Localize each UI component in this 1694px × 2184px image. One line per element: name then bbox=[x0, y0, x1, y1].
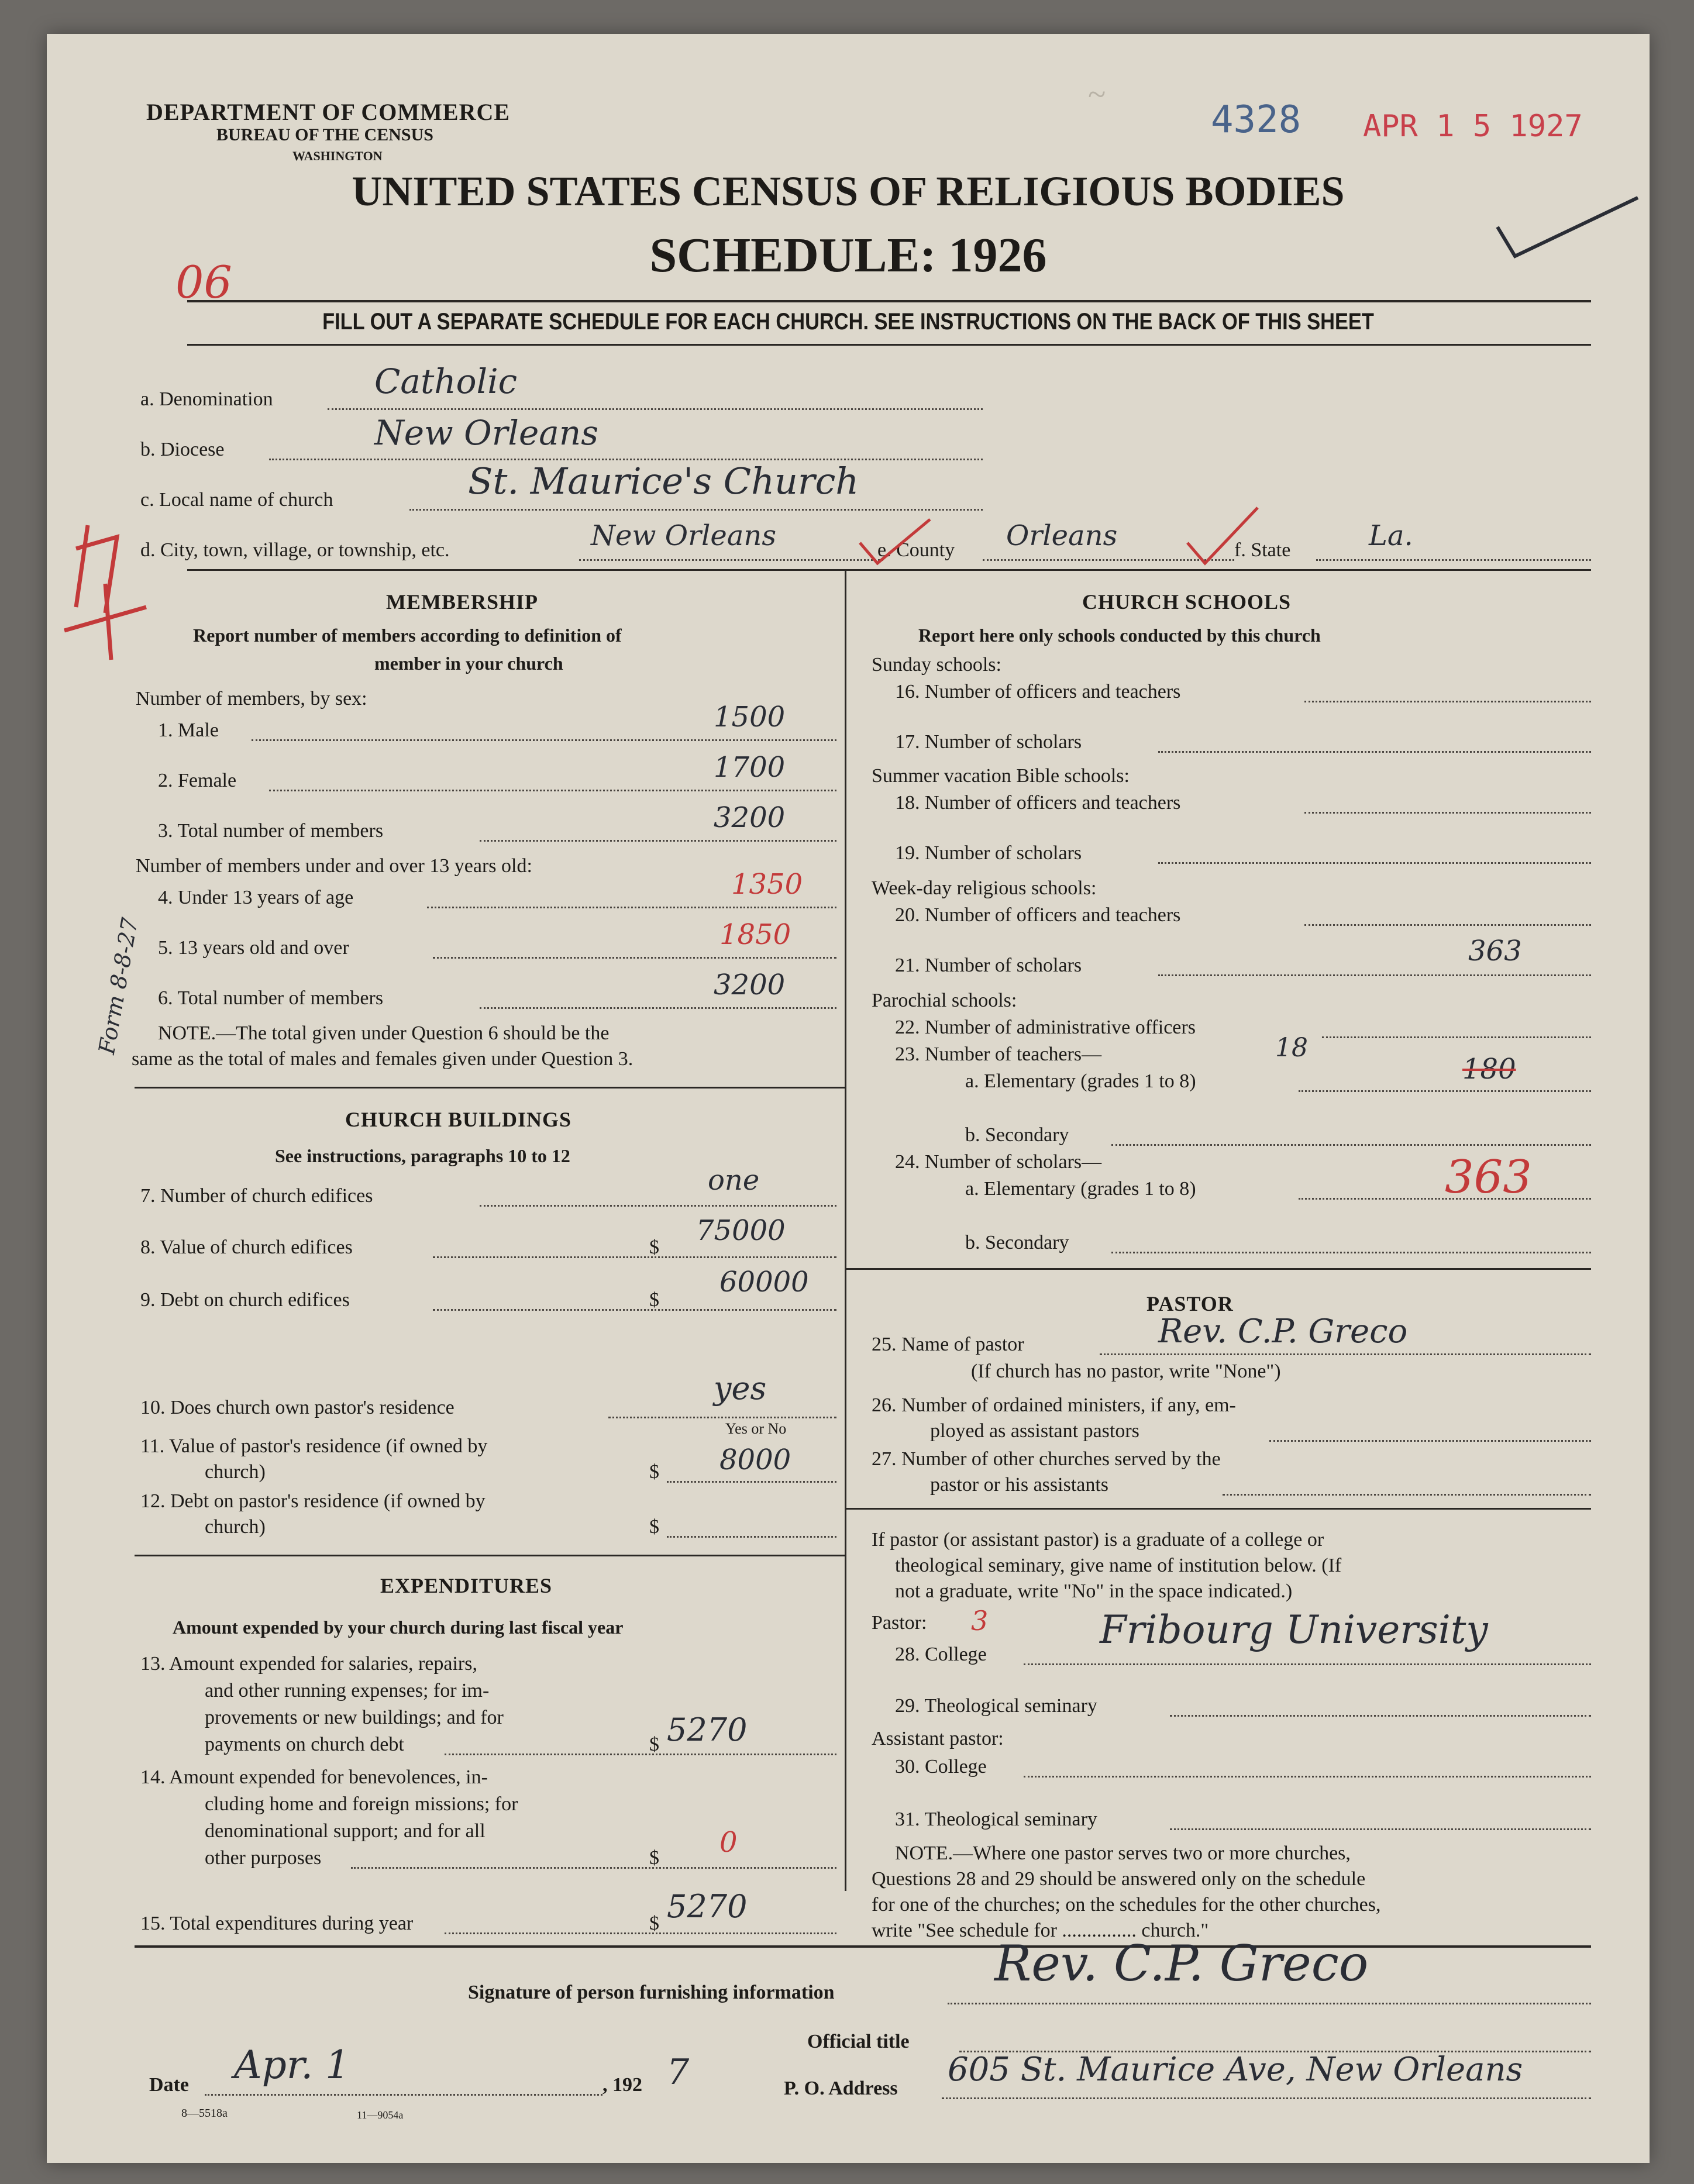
graduate-note-1: If pastor (or assistant pastor) is a graduate of a college or bbox=[872, 1529, 1324, 1551]
q25-value: Rev. C.P. Greco bbox=[1158, 1313, 1408, 1351]
q13-label-3: provements or new buildings; and for bbox=[205, 1707, 504, 1728]
date-label: Date bbox=[149, 2074, 189, 2096]
q13-label-2: and other running expenses; for im- bbox=[205, 1680, 490, 1701]
pastor-note-2: Questions 28 and 29 should be answered only on the schedule bbox=[872, 1868, 1366, 1890]
q11-dollar: $ bbox=[649, 1461, 659, 1483]
year-value: 7 bbox=[667, 2052, 690, 2093]
dots bbox=[252, 739, 836, 741]
q6-value: 3200 bbox=[714, 969, 786, 1001]
q28-label: 28. College bbox=[895, 1644, 987, 1665]
sunday-schools-label: Sunday schools: bbox=[872, 654, 1001, 676]
form-title: UNITED STATES CENSUS OF RELIGIOUS BODIES bbox=[352, 168, 1345, 215]
schools-heading: CHURCH SCHOOLS bbox=[1082, 590, 1292, 614]
parochial-schools-label: Parochial schools: bbox=[872, 990, 1017, 1011]
instruction-line: FILL OUT A SEPARATE SCHEDULE FOR EACH CHURCH. SEE INSTRUCTIONS ON THE BACK OF THIS SHEET bbox=[322, 309, 1374, 335]
dots bbox=[1304, 812, 1591, 814]
q5-label: 5. 13 years old and over bbox=[158, 937, 349, 959]
q8-dollar: $ bbox=[649, 1236, 659, 1258]
dots bbox=[269, 790, 836, 791]
q28-value: Fribourg University bbox=[1100, 1607, 1488, 1652]
q23-label: 23. Number of teachers— bbox=[895, 1043, 1102, 1065]
membership-note-1: NOTE.—The total given under Question 6 should be the bbox=[158, 1022, 610, 1044]
q10-label: 10. Does church own pastor's residence bbox=[140, 1397, 455, 1418]
pastor-note-3: for one of the churches; on the schedules for the other churches, bbox=[872, 1894, 1381, 1916]
expenditures-subheading: Amount expended by your church during last fiscal year bbox=[173, 1617, 624, 1638]
q11-label-1: 11. Value of pastor's residence (if owned by bbox=[140, 1435, 488, 1457]
rule-under-instruction bbox=[187, 344, 1591, 346]
q14-dollar: $ bbox=[649, 1847, 659, 1869]
q2-label: 2. Female bbox=[158, 770, 237, 791]
q9-label: 9. Debt on church edifices bbox=[140, 1289, 350, 1311]
q26-label-2: ployed as assistant pastors bbox=[930, 1420, 1139, 1442]
q18-label: 18. Number of officers and teachers bbox=[895, 792, 1181, 814]
q4-label: 4. Under 13 years of age bbox=[158, 887, 354, 908]
q23b-label: b. Secondary bbox=[965, 1124, 1069, 1146]
buildings-heading: CHURCH BUILDINGS bbox=[345, 1108, 572, 1131]
members-by-age-label: Number of members under and over 13 years old: bbox=[136, 855, 532, 877]
dots bbox=[480, 1007, 836, 1009]
dots bbox=[948, 2003, 1591, 2004]
q22-label: 22. Number of administrative officers bbox=[895, 1017, 1196, 1038]
dots bbox=[351, 1867, 836, 1869]
date-value: Apr. 1 bbox=[234, 2042, 350, 2087]
q14-label-3: denominational support; and for all bbox=[205, 1820, 486, 1842]
tally-mark-icon bbox=[53, 514, 170, 666]
dots bbox=[942, 2097, 1591, 2099]
dots bbox=[1316, 559, 1591, 561]
q14-label-1: 14. Amount expended for benevolences, in- bbox=[140, 1766, 488, 1788]
q1-value: 1500 bbox=[714, 701, 786, 733]
schools-subheading: Report here only schools conducted by this church bbox=[918, 625, 1321, 646]
q24-label: 24. Number of scholars— bbox=[895, 1151, 1102, 1173]
column-divider bbox=[845, 569, 846, 1891]
q21-value: 363 bbox=[1468, 935, 1522, 967]
q13-label-4: payments on church debt bbox=[205, 1734, 404, 1755]
dots bbox=[1304, 924, 1591, 926]
dots bbox=[427, 907, 836, 908]
city-label: d. City, town, village, or township, etc. bbox=[140, 539, 450, 561]
q12-dollar: $ bbox=[649, 1516, 659, 1538]
dots bbox=[433, 1256, 836, 1258]
dots bbox=[608, 1417, 836, 1418]
q1-label: 1. Male bbox=[158, 719, 219, 741]
dots bbox=[480, 840, 836, 842]
q9-value: 60000 bbox=[719, 1266, 809, 1298]
q24b-label: b. Secondary bbox=[965, 1232, 1069, 1253]
q14-value: 0 bbox=[719, 1826, 738, 1859]
city-value: New Orleans bbox=[591, 519, 776, 552]
year-prefix: , 192 bbox=[602, 2074, 642, 2096]
dots bbox=[667, 1481, 836, 1483]
dots bbox=[1024, 1663, 1591, 1665]
q19-label: 19. Number of scholars bbox=[895, 842, 1082, 864]
dots bbox=[205, 2094, 602, 2096]
dots bbox=[445, 1932, 836, 1934]
denomination-value: Catholic bbox=[374, 361, 518, 401]
q26-label-1: 26. Number of ordained ministers, if any, em- bbox=[872, 1394, 1236, 1416]
state-label: f. State bbox=[1234, 539, 1291, 561]
q24a-label: a. Elementary (grades 1 to 8) bbox=[965, 1178, 1196, 1200]
dots bbox=[1158, 862, 1591, 864]
q15-value: 5270 bbox=[667, 1888, 748, 1925]
q30-label: 30. College bbox=[895, 1756, 987, 1777]
q25-note: (If church has no pastor, write "None") bbox=[971, 1360, 1281, 1382]
bureau-name: BUREAU OF THE CENSUS bbox=[216, 125, 433, 144]
q17-label: 17. Number of scholars bbox=[895, 731, 1082, 753]
dots bbox=[1299, 1090, 1591, 1092]
q11-label-2: church) bbox=[205, 1461, 266, 1483]
q12-label-1: 12. Debt on pastor's residence (if owned by bbox=[140, 1490, 486, 1512]
dots bbox=[667, 1536, 836, 1538]
pastor-mark: 3 bbox=[971, 1605, 989, 1637]
church-name-label: c. Local name of church bbox=[140, 489, 333, 511]
q13-label-1: 13. Amount expended for salaries, repairs, bbox=[140, 1653, 477, 1675]
code-mark: 06 bbox=[175, 256, 232, 308]
q10-value: yes bbox=[714, 1370, 767, 1407]
q29-label: 29. Theological seminary bbox=[895, 1695, 1097, 1717]
q23a-label: a. Elementary (grades 1 to 8) bbox=[965, 1070, 1196, 1092]
q23a-value: 180 bbox=[1462, 1053, 1516, 1086]
pastor-heading: PASTOR bbox=[1146, 1292, 1234, 1315]
dots bbox=[433, 957, 836, 959]
expenditures-heading: EXPENDITURES bbox=[380, 1574, 553, 1597]
denomination-label: a. Denomination bbox=[140, 388, 273, 410]
dots bbox=[445, 1754, 836, 1755]
check-mark-icon bbox=[1492, 186, 1644, 268]
margin-note: Form 8-8-27 bbox=[94, 915, 143, 1056]
diocese-label: b. Diocese bbox=[140, 439, 225, 460]
dots bbox=[1170, 1715, 1591, 1717]
print-number: 11—9054a bbox=[357, 2109, 404, 2121]
q24a-value: 363 bbox=[1445, 1151, 1532, 1204]
q9-dollar: $ bbox=[649, 1289, 659, 1311]
weekday-schools-label: Week-day religious schools: bbox=[872, 877, 1097, 899]
dots bbox=[1223, 1494, 1591, 1496]
q20-label: 20. Number of officers and teachers bbox=[895, 904, 1181, 926]
q14-label-4: other purposes bbox=[205, 1847, 322, 1869]
dots bbox=[1304, 701, 1591, 702]
dots bbox=[1322, 1036, 1591, 1038]
address-label: P. O. Address bbox=[784, 2078, 898, 2099]
dots bbox=[1111, 1144, 1591, 1146]
census-schedule-sheet bbox=[47, 34, 1650, 2163]
check-mark-icon bbox=[848, 514, 942, 572]
rule-before-signature bbox=[135, 1945, 1591, 1948]
q25-label: 25. Name of pastor bbox=[872, 1334, 1024, 1355]
members-by-sex-label: Number of members, by sex: bbox=[136, 688, 367, 709]
form-number: 8—5518a bbox=[181, 2107, 228, 2120]
q3-label: 3. Total number of members bbox=[158, 820, 384, 842]
membership-note-2: same as the total of males and females given under Question 3. bbox=[132, 1048, 633, 1070]
signature-label: Signature of person furnishing information bbox=[468, 1982, 835, 2003]
rule-after-pastor bbox=[845, 1508, 1591, 1510]
q16-label: 16. Number of officers and teachers bbox=[895, 681, 1181, 702]
q14-label-2: cluding home and foreign missions; for bbox=[205, 1793, 518, 1815]
dots bbox=[1100, 1353, 1591, 1355]
diocese-value: New Orleans bbox=[374, 413, 599, 453]
graduate-note-3: not a graduate, write "No" in the space indicated.) bbox=[895, 1580, 1293, 1602]
q11-value: 8000 bbox=[719, 1444, 791, 1476]
q15-label: 15. Total expenditures during year bbox=[140, 1913, 414, 1934]
bureau-location: WASHINGTON bbox=[292, 149, 383, 163]
rule-after-buildings bbox=[135, 1555, 845, 1556]
q2-value: 1700 bbox=[714, 751, 786, 784]
q12-label-2: church) bbox=[205, 1516, 266, 1538]
dots bbox=[1158, 751, 1591, 753]
q27-label-2: pastor or his assistants bbox=[930, 1474, 1109, 1496]
rule-after-membership bbox=[135, 1087, 845, 1088]
address-value: 605 St. Maurice Ave, New Orleans bbox=[948, 2051, 1523, 2089]
pastor-subsection-label: Pastor: bbox=[872, 1612, 927, 1634]
dots bbox=[1170, 1828, 1591, 1830]
dots bbox=[1269, 1440, 1591, 1442]
department-name: DEPARTMENT OF COMMERCE bbox=[146, 99, 511, 125]
buildings-subheading: See instructions, paragraphs 10 to 12 bbox=[275, 1145, 570, 1166]
q15-dollar: $ bbox=[649, 1913, 659, 1934]
state-value: La. bbox=[1369, 519, 1413, 552]
rule-top bbox=[187, 300, 1591, 302]
schedule-title: SCHEDULE: 1926 bbox=[649, 228, 1047, 283]
official-title-label: Official title bbox=[807, 2031, 910, 2052]
q3-value: 3200 bbox=[714, 801, 786, 834]
check-mark-icon bbox=[1182, 502, 1263, 572]
membership-heading: MEMBERSHIP bbox=[386, 590, 539, 614]
pastor-note-4: write "See schedule for ............... church." bbox=[872, 1920, 1209, 1941]
file-number-stamp: 4328 bbox=[1211, 98, 1302, 142]
dots bbox=[409, 509, 983, 511]
signature-value: Rev. C.P. Greco bbox=[994, 1935, 1369, 1992]
pastor-note-1: NOTE.—Where one pastor serves two or more churches, bbox=[895, 1842, 1351, 1864]
q27-label-1: 27. Number of other churches served by the bbox=[872, 1448, 1221, 1470]
received-date-stamp: APR 1 5 1927 bbox=[1363, 109, 1583, 144]
q8-label: 8. Value of church edifices bbox=[140, 1236, 353, 1258]
rule-after-identity bbox=[187, 569, 1591, 571]
q13-value: 5270 bbox=[667, 1711, 748, 1748]
q8-value: 75000 bbox=[696, 1214, 786, 1247]
assistant-pastor-label: Assistant pastor: bbox=[872, 1728, 1004, 1749]
rule-after-schools bbox=[845, 1268, 1591, 1270]
q21-label: 21. Number of scholars bbox=[895, 955, 1082, 976]
q6-label: 6. Total number of members bbox=[158, 987, 384, 1009]
dots bbox=[1024, 1776, 1591, 1777]
q7-label: 7. Number of church edifices bbox=[140, 1185, 373, 1207]
q31-label: 31. Theological seminary bbox=[895, 1808, 1097, 1830]
dots bbox=[1111, 1252, 1591, 1253]
county-label: e. County bbox=[877, 539, 955, 561]
graduate-note-2: theological seminary, give name of institution below. (If bbox=[895, 1555, 1342, 1576]
dots bbox=[328, 408, 983, 410]
dots bbox=[433, 1309, 836, 1311]
membership-subheading-1: Report number of members according to definition of bbox=[193, 625, 622, 646]
dots bbox=[579, 559, 883, 561]
yes-or-no-hint: Yes or No bbox=[725, 1420, 787, 1437]
q7-value: one bbox=[708, 1164, 760, 1197]
church-name-value: St. Maurice's Church bbox=[468, 460, 859, 502]
dots bbox=[1158, 974, 1591, 976]
q23-value: 18 bbox=[1275, 1033, 1308, 1063]
q13-dollar: $ bbox=[649, 1734, 659, 1755]
q4-value: 1350 bbox=[731, 868, 803, 901]
county-value: Orleans bbox=[1006, 519, 1118, 552]
q5-value: 1850 bbox=[719, 918, 791, 951]
dots bbox=[480, 1205, 836, 1207]
summer-schools-label: Summer vacation Bible schools: bbox=[872, 765, 1130, 787]
membership-subheading-2: member in your church bbox=[374, 653, 563, 674]
bleed-through-text: ~ bbox=[1088, 77, 1106, 113]
